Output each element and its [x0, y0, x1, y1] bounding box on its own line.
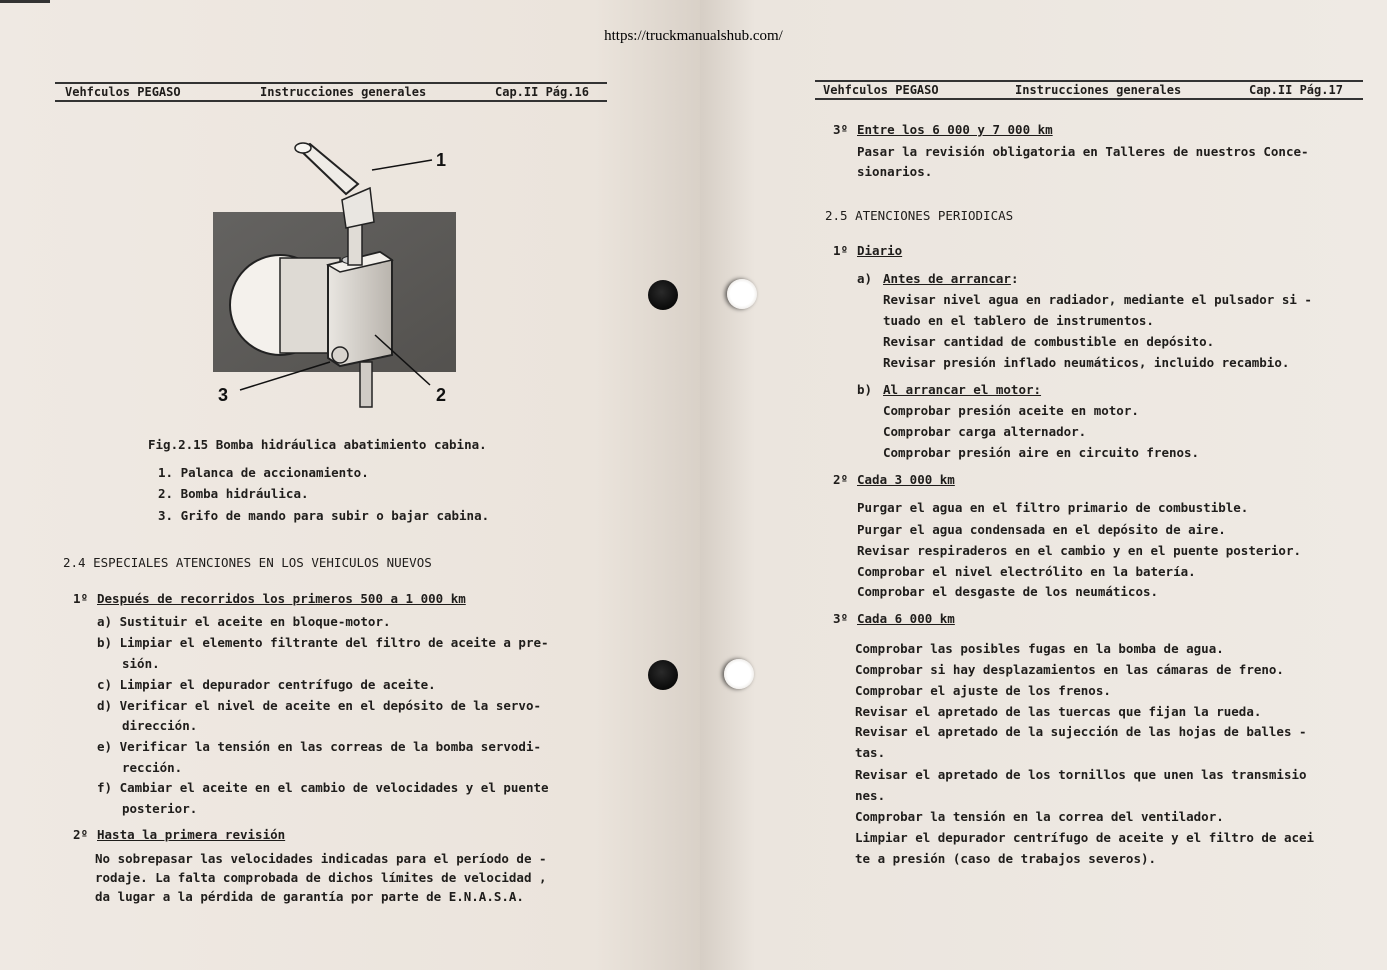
item-1-line-8: rección.	[122, 760, 183, 775]
antes-line-3: Revisar cantidad de combustible en depósito.	[883, 334, 1215, 349]
cada-6000-number: 3º	[833, 611, 849, 626]
cada-3000-line-3: Revisar respiraderos en el cambio y en el puente posterior.	[857, 543, 1302, 558]
item-1-line-2: b) Limpiar el elemento filtrante del filtro de aceite a pre-	[97, 635, 549, 650]
figure-caption: Fig.2.15 Bomba hidráulica abatimiento cabina.	[148, 437, 487, 452]
antes-label: a)	[857, 271, 873, 286]
antes-heading: Antes de arrancar:	[883, 271, 1019, 286]
callout-3: 3	[218, 385, 229, 405]
item-3-heading: Entre los 6 000 y 7 000 km	[857, 122, 1053, 137]
al-arrancar-line-1: Comprobar presión aceite en motor.	[883, 403, 1139, 418]
cada-3000-line-4: Comprobar el nivel electrólito en la batería.	[857, 564, 1196, 579]
binder-hole-dark	[648, 280, 678, 310]
callout-2: 2	[436, 385, 447, 405]
item-1-line-9: f) Cambiar el aceite en el cambio de velocidades y el puente	[97, 780, 549, 795]
al-arrancar-line-2: Comprobar carga alternador.	[883, 424, 1087, 439]
item-1-line-3: sión.	[122, 656, 160, 671]
cada-6000-line-5: Revisar el apretado de la sujección de las hojas de balles -	[855, 724, 1307, 739]
section-25-title: 2.5 ATENCIONES PERIODICAS	[825, 208, 1014, 223]
figure-legend-2: 2. Bomba hidráulica.	[158, 486, 309, 501]
cada-6000-line-3: Comprobar el ajuste de los frenos.	[855, 683, 1111, 698]
al-arrancar-label: b)	[857, 382, 873, 397]
item-3-line-1: Pasar la revisión obligatoria en Talleres de nuestros Conce-	[857, 144, 1309, 159]
hydraulic-pump-figure	[210, 140, 460, 410]
cada-3000-heading: Cada 3 000 km	[857, 472, 955, 487]
cada-6000-line-9: Comprobar la tensión en la correa del ventilador.	[855, 809, 1224, 824]
diario-heading: Diario	[857, 243, 903, 258]
item-1-heading: Después de recorridos los primeros 500 a 1 000 km	[97, 591, 466, 606]
cada-3000-line-5: Comprobar el desgaste de los neumáticos.	[857, 584, 1159, 599]
item-1-line-1: a) Sustituir el aceite en bloque-motor.	[97, 614, 391, 629]
cada-6000-line-6: tas.	[855, 745, 886, 760]
diario-number: 1º	[833, 243, 849, 258]
item-2-heading: Hasta la primera revisión	[97, 827, 286, 842]
antes-line-4: Revisar presión inflado neumáticos, incluido recambio.	[883, 355, 1290, 370]
item-1-line-5: d) Verificar el nivel de aceite en el depósito de la servo-	[97, 698, 542, 713]
cada-6000-line-8: nes.	[855, 788, 886, 803]
callout-1: 1	[436, 150, 447, 170]
figure-legend-3: 3. Grifo de mando para subir o bajar cabina.	[158, 508, 490, 523]
al-arrancar-heading: Al arrancar el motor:	[883, 382, 1042, 397]
item-3-number: 3º	[833, 122, 849, 137]
item-2-line-3: da lugar a la pérdida de garantía por parte de E.N.A.S.A.	[95, 889, 524, 904]
header-center: Instrucciones generales	[260, 85, 427, 99]
item-1-line-6: dirección.	[122, 718, 198, 733]
item-2-line-1: No sobrepasar las velocidades indicadas para el período de -	[95, 851, 547, 866]
right-page-header	[815, 80, 1363, 100]
cada-6000-line-7: Revisar el apretado de los tornillos que unen las transmisio	[855, 767, 1307, 782]
top-rule	[0, 0, 50, 3]
header-left: Vehfculos PEGASO	[65, 85, 181, 99]
cada-6000-line-10: Limpiar el depurador centrífugo de aceite y el filtro de acei	[855, 830, 1315, 845]
header-right: Cap.II Pág.16	[495, 85, 589, 99]
cada-3000-number: 2º	[833, 472, 849, 487]
left-page-header	[55, 82, 607, 102]
cada-6000-line-11: te a presión (caso de trabajos severos).	[855, 851, 1157, 866]
binder-hole-dark	[648, 660, 678, 690]
antes-line-1: Revisar nivel agua en radiador, mediante el pulsador si -	[883, 292, 1312, 307]
item-3-line-2: sionarios.	[857, 164, 933, 179]
pump-illustration	[210, 140, 460, 410]
cada-6000-heading: Cada 6 000 km	[857, 611, 955, 626]
cada-6000-line-2: Comprobar si hay desplazamientos en las cámaras de freno.	[855, 662, 1284, 677]
cada-6000-line-4: Revisar el apretado de las tuercas que fijan la rueda.	[855, 704, 1262, 719]
header-right: Cap.II Pág.17	[1249, 83, 1343, 97]
item-2-line-2: rodaje. La falta comprobada de dichos límites de velocidad ,	[95, 870, 547, 885]
source-url: https://truckmanualshub.com/	[604, 28, 783, 44]
item-1-line-10: posterior.	[122, 801, 198, 816]
binder-hole-light	[727, 279, 757, 309]
item-2-number: 2º	[73, 827, 89, 842]
cada-3000-line-2: Purgar el agua condensada en el depósito de aire.	[857, 522, 1226, 537]
binder-hole-light	[724, 659, 754, 689]
item-1-line-4: c) Limpiar el depurador centrífugo de aceite.	[97, 677, 436, 692]
figure-legend-1: 1. Palanca de accionamiento.	[158, 465, 369, 480]
item-1-number: 1º	[73, 591, 89, 606]
antes-line-2: tuado en el tablero de instrumentos.	[883, 313, 1154, 328]
cada-6000-line-1: Comprobar las posibles fugas en la bomba de agua.	[855, 641, 1224, 656]
al-arrancar-line-3: Comprobar presión aire en circuito frenos.	[883, 445, 1200, 460]
cada-3000-line-1: Purgar el agua en el filtro primario de combustible.	[857, 500, 1249, 515]
header-center: Instrucciones generales	[1015, 83, 1182, 97]
item-1-line-7: e) Verificar la tensión en las correas de la bomba servodi-	[97, 739, 542, 754]
section-24-title: 2.4 ESPECIALES ATENCIONES EN LOS VEHICULOS NUEVOS	[63, 555, 432, 570]
header-left: Vehfculos PEGASO	[823, 83, 939, 97]
antes-heading-text: Antes de arrancar	[883, 271, 1011, 286]
